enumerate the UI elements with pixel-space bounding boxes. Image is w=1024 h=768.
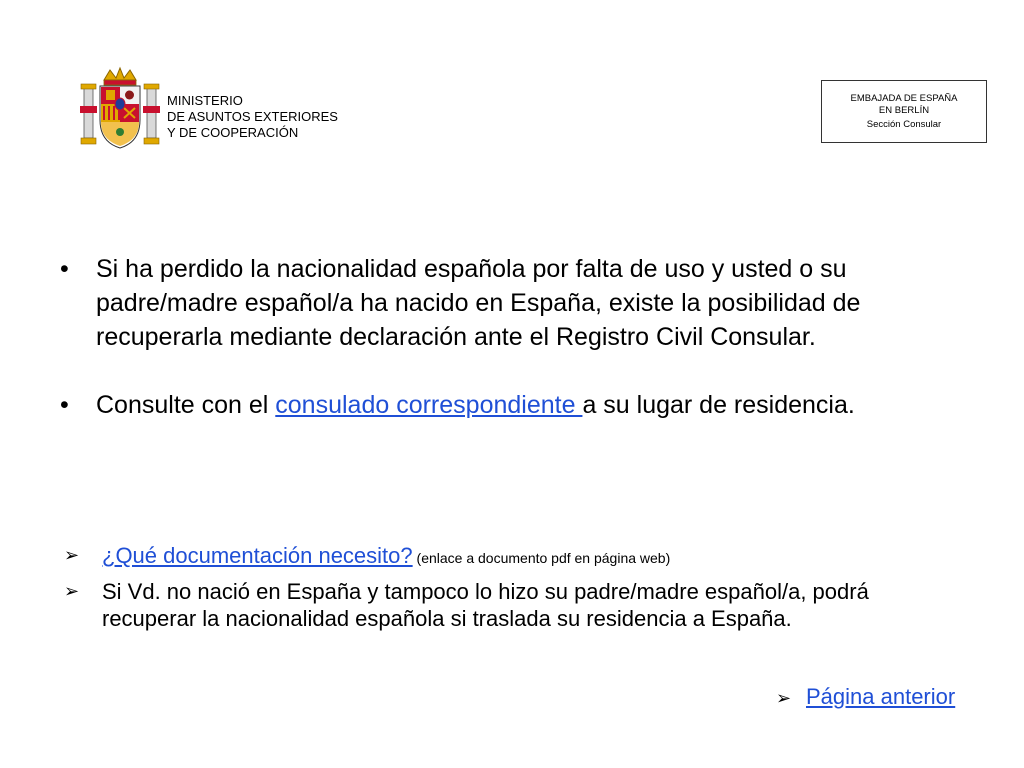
ministry-name [167,93,338,141]
ministry-line-3: Y DE COOPERACIÓN [167,125,299,140]
bullet-dot-icon: • [60,255,69,283]
embassy-label-box [821,80,987,143]
ministry-line-2: DE ASUNTOS EXTERIORES [167,109,338,124]
previous-page-link[interactable]: Página anterior [806,684,956,709]
embassy-line-1: EMBAJADA DE ESPAÑA [850,93,958,104]
arrow-bullet-icon: ➢ [64,545,80,565]
previous-page-nav [776,683,955,712]
bullet-suffix: a su lugar de residencia. [582,391,855,419]
residence-text: Si Vd. no nació en España y tampoco lo hizo su padre/madre español/a, podrá recuperar la nacionalidad española si traslada su residencia a España. [102,579,869,631]
documentation-note: (enlace a documento pdf en página web) [412,550,671,566]
arrow-list [64,542,964,632]
arrow-bullet-icon: ➢ [64,581,80,601]
bullet-dot-icon: • [60,391,69,419]
bullet-item-consult-consulate [60,388,980,422]
documentation-link[interactable]: ¿Qué documentación necesito? [102,543,413,568]
arrow-item-documentation [64,542,964,572]
consulate-link[interactable]: consulado correspondiente [275,391,583,419]
embassy-line-2: EN BERLÍN [878,105,930,116]
main-bullet-list [60,252,980,422]
arrow-bullet-icon: ➢ [776,688,792,708]
ministry-line-1: MINISTERIO [167,93,243,108]
bullet-text: Si ha perdido la nacionalidad española por falta de uso y usted o su padre/madre español/a ha nacido en España, existe la posibilidad de recuperarla mediante declaración ante el Registro Civil Consular. [96,255,861,351]
coat-of-arms-icon [80,66,160,150]
arrow-item-residence [64,578,964,632]
bullet-item-nationality-recovery [60,252,980,354]
bullet-prefix: Consulte con el [96,391,276,419]
embassy-section: Sección Consular [866,119,942,130]
